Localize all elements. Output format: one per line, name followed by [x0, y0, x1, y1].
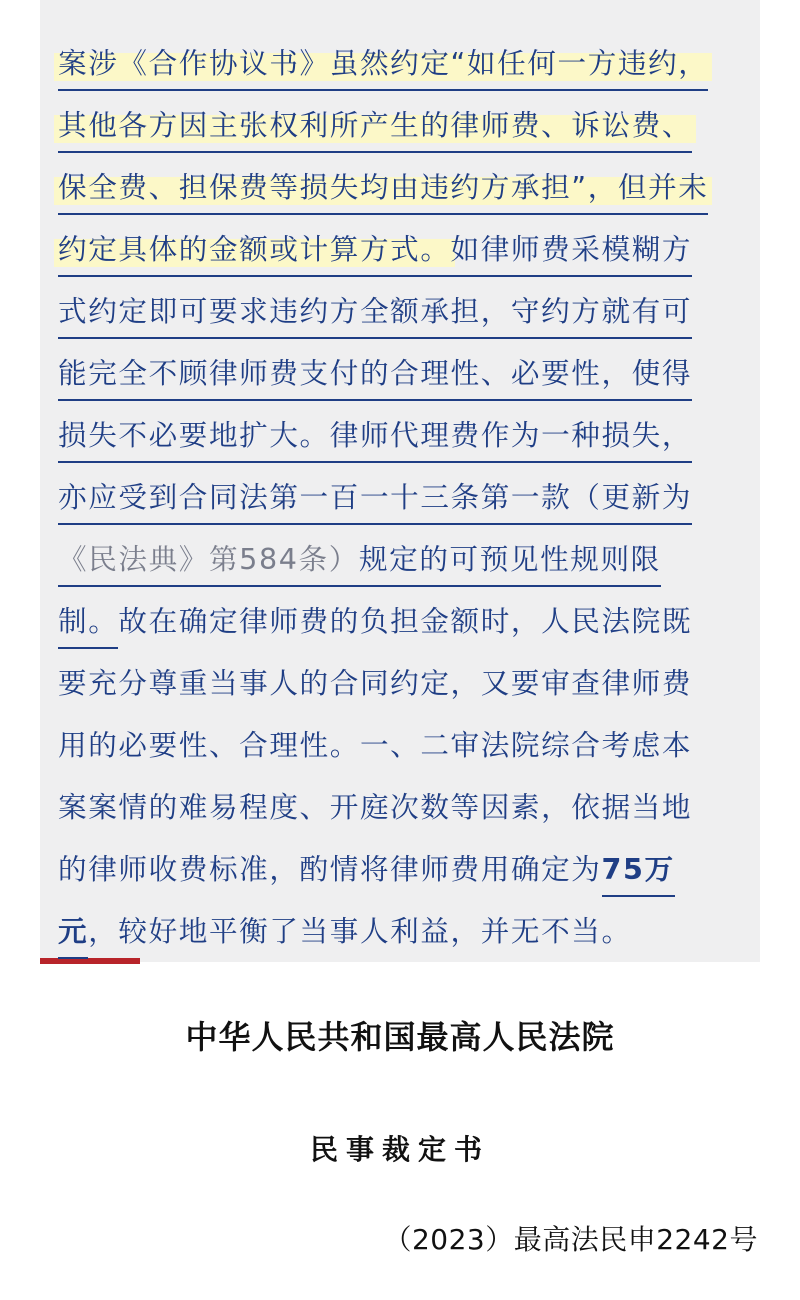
quote-text	[58, 32, 748, 962]
quote-segment: 如律师费采模糊方	[451, 223, 693, 277]
quote-line	[58, 404, 748, 466]
document-type: 民事裁定书	[309, 1133, 490, 1166]
quote-segment: ，较好地平衡了当事人利益，并无不当。	[88, 914, 632, 948]
quote-line	[58, 714, 748, 776]
quote-line	[58, 280, 748, 342]
quote-segment: 故在确定律师费的负担金额时，人民法院既	[118, 604, 693, 638]
case-number: （2023）最高法民申2242号	[383, 1223, 758, 1256]
quote-segment: 约定具体的金额或计算方式。	[58, 223, 451, 277]
quote-segment: 制。	[58, 595, 118, 649]
quote-segment: 元	[58, 905, 88, 959]
quote-line	[58, 838, 748, 900]
quote-segment: 的律师收费标准，酌情将律师费用确定为	[58, 852, 602, 886]
quote-line	[58, 900, 748, 962]
quote-segment: 式约定即可要求违约方全额承担，守约方就有可	[58, 285, 692, 339]
quote-line	[58, 652, 748, 714]
quote-segment: 用的必要性、合理性。一、二审法院综合考虑本	[58, 728, 693, 762]
quote-segment: 保全费、担保费等损失均由违约方承担”，但并未	[58, 161, 708, 215]
quote-segment: 规定的可预见性规则限	[359, 533, 661, 587]
quote-segment: 能完全不顾律师费支付的合理性、必要性，使得	[58, 347, 692, 401]
quote-segment: 案涉《合作协议书》虽然约定“如任何一方违约，	[58, 37, 708, 91]
quote-segment: 其他各方因主张权利所产生的律师费、诉讼费、	[58, 99, 692, 153]
quote-line	[58, 156, 748, 218]
court-title: 中华人民共和国最高人民法院	[185, 1018, 615, 1056]
quote-segment: 案案情的难易程度、开庭次数等因素，依据当地	[58, 790, 693, 824]
quote-line	[58, 32, 748, 94]
quote-segment: 要充分尊重当事人的合同约定，又要审查律师费	[58, 666, 693, 700]
quote-segment: 75万	[602, 843, 675, 897]
quote-segment: 亦应受到合同法第一百一十三条第一款（更新为	[58, 471, 692, 525]
quote-line	[58, 776, 748, 838]
quote-segment: 损失不必要地扩大。律师代理费作为一种损失，	[58, 409, 692, 463]
quote-line	[58, 466, 748, 528]
quote-line	[58, 218, 748, 280]
quote-line	[58, 94, 748, 156]
quote-line	[58, 342, 748, 404]
quote-line	[58, 528, 748, 590]
quote-line	[58, 590, 748, 652]
quote-segment: 《民法典》第584条）	[58, 533, 359, 587]
